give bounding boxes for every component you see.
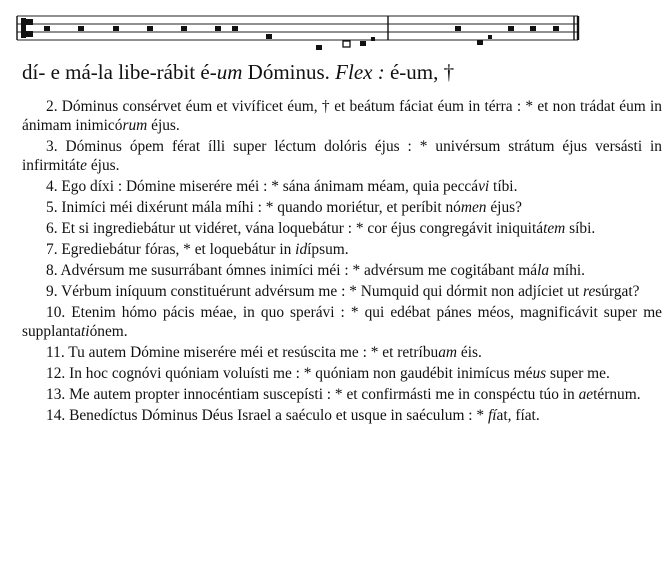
- chant-staff: [0, 0, 668, 58]
- verse: [22, 385, 662, 404]
- verse-text: 13. Me autem propter innocéntiam suscepísti : * et confirmásti me in conspéctu túo in: [46, 386, 579, 403]
- neume-small: [371, 37, 375, 41]
- lyric-segment: Flex :: [335, 60, 385, 84]
- verse-text: am: [438, 344, 458, 361]
- verse-text: éjus?: [486, 199, 522, 216]
- verse: [22, 177, 662, 196]
- lyric-segment: um: [216, 60, 243, 84]
- verse-text: 9. Vérbum iníquum constituérunt advérsum me : * Numquid qui dórmit non adjíciet ut: [46, 283, 584, 300]
- verse-text: ónem.: [89, 323, 128, 340]
- verse: [22, 261, 662, 280]
- verse-text: térnum.: [593, 386, 641, 403]
- verse-text: 2. Dóminus consérvet éum et vivíficet éum, † et beátum fáciat éum in térra : * et non trádat éum in ánimam inimicó: [22, 98, 666, 134]
- verse-text: súrgat?: [595, 283, 640, 300]
- neume: [44, 26, 50, 31]
- verse-text: 7. Egrediebátur fóras, * et loquebátur in: [46, 241, 296, 258]
- verse-text: 4. Ego díxi : Dómine miserére méi : * sána ánimam méam, quia peccá: [46, 178, 479, 195]
- verse-text: ti: [81, 323, 90, 340]
- neume: [181, 26, 187, 31]
- verse-text: ae: [578, 386, 594, 403]
- verse: [22, 240, 662, 259]
- verse-text: rum: [122, 117, 148, 134]
- neume: [553, 26, 559, 31]
- verse-text: 8. Advérsum me susurrábant ómnes inimíci méi : * advérsum me cogitábant má: [46, 262, 538, 279]
- verse-text: e: [80, 157, 87, 174]
- bar-lines: [17, 16, 578, 40]
- neumes: [44, 26, 559, 50]
- staff-lines: [17, 16, 578, 40]
- verse-text: tem: [543, 220, 566, 237]
- lyric-segment: dí- e má-la libe-rábit é-: [22, 60, 217, 84]
- verse-text: 11. Tu autem Dómine miserére méi et resúscita me : * et retríbu: [46, 344, 439, 361]
- verse-text: tíbi.: [489, 178, 518, 195]
- neume: [477, 40, 483, 45]
- neume: [266, 34, 272, 39]
- verse: [22, 364, 662, 383]
- verse: [22, 198, 662, 217]
- verse-text: 14. Benedíctus Dóminus Déus Israel a saéculo et usque in saéculum : *: [46, 407, 488, 424]
- verse-text: éjus.: [147, 117, 180, 134]
- c-clef-icon: [21, 18, 33, 38]
- verse: [22, 97, 666, 135]
- verse-text: id: [295, 241, 308, 258]
- verse-text: 3. Dóminus ópem férat ílli super léctum dolóris éjus : * univérsum strátum éjus versásti in infirmitát: [22, 138, 666, 174]
- neume: [147, 26, 153, 31]
- neume: [530, 26, 536, 31]
- verse-text: 10. Etenim hómo pácis méae, in quo sperávi : * qui edébat pánes méos, magnificávit super me supplanta: [22, 304, 666, 340]
- lyric-segment: Dóminus.: [242, 60, 336, 84]
- verse-text: síbi.: [565, 220, 596, 237]
- neume: [78, 26, 84, 31]
- neume-small: [488, 35, 492, 39]
- verse-text: 12. In hoc cognóvi quóniam voluísti me : * quóniam non gaudébit inimícus mé: [46, 365, 533, 382]
- verse-text: at, fíat.: [496, 407, 540, 424]
- verse-text: men: [460, 199, 487, 216]
- verse-text: us: [532, 365, 547, 382]
- verse-text: 6. Et si ingrediebátur ut vidéret, vána loquebátur : * cor éjus congregávit iniquitá: [46, 220, 544, 237]
- psalm-verses: [22, 97, 666, 427]
- verse-text: éis.: [457, 344, 482, 361]
- verse-text: la: [537, 262, 550, 279]
- verse: [22, 406, 662, 425]
- neume: [360, 41, 366, 46]
- chant-lyric-line: [22, 60, 662, 85]
- verse: [22, 282, 662, 301]
- verse: [22, 219, 662, 238]
- verse-text: 5. Inimíci méi dixérunt mála míhi : * quando moriétur, et períbit nó: [46, 199, 461, 216]
- neume: [215, 26, 221, 31]
- verse-text: super me.: [546, 365, 610, 382]
- lyric-segment: é-um, †: [384, 60, 455, 84]
- neume-hollow: [343, 41, 350, 47]
- verse-text: míhi.: [549, 262, 586, 279]
- verse-text: re: [583, 283, 596, 300]
- verse: [22, 137, 666, 175]
- neume: [113, 26, 119, 31]
- neume: [455, 26, 461, 31]
- verse-text: vi: [478, 178, 490, 195]
- verse: [22, 303, 666, 341]
- neume: [232, 26, 238, 31]
- neume: [316, 45, 322, 50]
- verse-text: ípsum.: [307, 241, 349, 258]
- verse-text: fí: [487, 407, 497, 424]
- verse-text: éjus.: [86, 157, 120, 174]
- verse: [22, 343, 662, 362]
- neume: [508, 26, 514, 31]
